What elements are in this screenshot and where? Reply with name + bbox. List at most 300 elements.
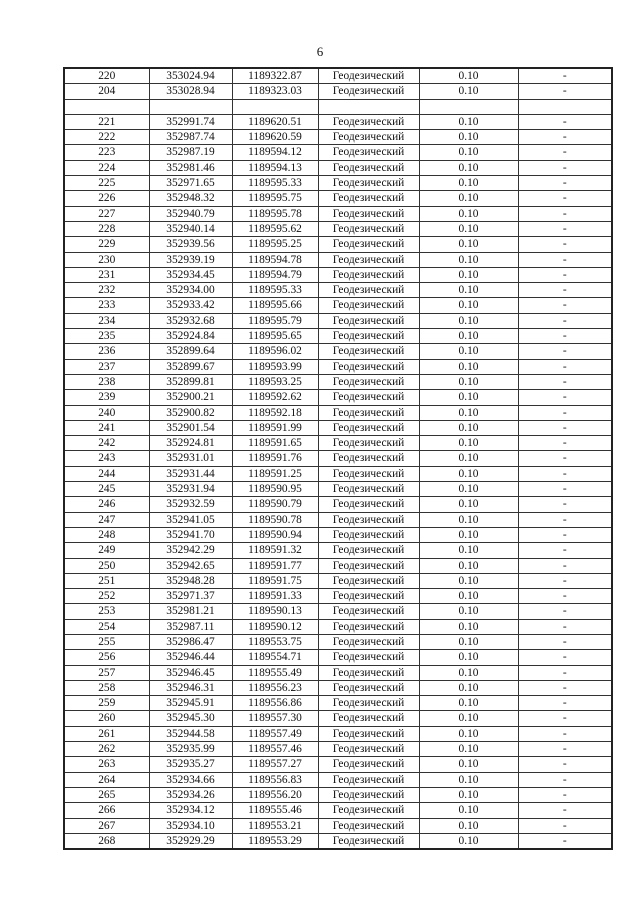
description-cell: - (518, 145, 612, 160)
y-coordinate-cell: 1189556.83 (232, 772, 318, 787)
description-cell: - (518, 298, 612, 313)
x-coordinate-cell: 352971.65 (149, 176, 232, 191)
table-row (64, 573, 612, 588)
method-cell: Геодезический (318, 206, 419, 221)
accuracy-cell: 0.10 (419, 84, 518, 99)
table-row (64, 145, 612, 160)
description-cell: - (518, 466, 612, 481)
x-coordinate-cell: 352924.81 (149, 436, 232, 451)
table-row (64, 114, 612, 129)
x-coordinate-cell: 352941.05 (149, 512, 232, 527)
description-cell: - (518, 405, 612, 420)
y-coordinate-cell: 1189590.12 (232, 619, 318, 634)
method-cell: Геодезический (318, 466, 419, 481)
x-coordinate-cell: 352924.84 (149, 329, 232, 344)
point-number-cell: 256 (64, 650, 149, 665)
y-coordinate-cell: 1189590.94 (232, 527, 318, 542)
point-number-cell: 266 (64, 803, 149, 818)
description-cell: - (518, 436, 612, 451)
x-coordinate-cell: 352934.12 (149, 803, 232, 818)
accuracy-cell: 0.10 (419, 344, 518, 359)
accuracy-cell: 0.10 (419, 711, 518, 726)
accuracy-cell: 0.10 (419, 114, 518, 129)
accuracy-cell: 0.10 (419, 145, 518, 160)
y-coordinate-cell: 1189595.33 (232, 176, 318, 191)
accuracy-cell: 0.10 (419, 221, 518, 236)
table-row (64, 451, 612, 466)
table-row (64, 130, 612, 145)
table-row (64, 742, 612, 757)
point-number-cell: 264 (64, 772, 149, 787)
point-number-cell: 229 (64, 237, 149, 252)
table-row (64, 818, 612, 833)
x-coordinate-cell: 352991.74 (149, 114, 232, 129)
y-coordinate-cell: 1189323.03 (232, 84, 318, 99)
description-cell: - (518, 482, 612, 497)
method-cell: Геодезический (318, 160, 419, 175)
y-coordinate-cell: 1189556.86 (232, 696, 318, 711)
y-coordinate-cell: 1189591.76 (232, 451, 318, 466)
description-cell: - (518, 726, 612, 741)
accuracy-cell: 0.10 (419, 298, 518, 313)
x-coordinate-cell: 352934.66 (149, 772, 232, 787)
table-row (64, 160, 612, 175)
point-number-cell: 257 (64, 665, 149, 680)
description-cell: - (518, 543, 612, 558)
description-cell: - (518, 206, 612, 221)
point-number-cell: 234 (64, 313, 149, 328)
point-number-cell: 254 (64, 619, 149, 634)
table-row (64, 512, 612, 527)
point-number-cell: 237 (64, 359, 149, 374)
point-number-cell: 233 (64, 298, 149, 313)
accuracy-cell: 0.10 (419, 497, 518, 512)
table-row (64, 252, 612, 267)
table-row (64, 191, 612, 206)
point-number-cell: 261 (64, 726, 149, 741)
y-coordinate-cell: 1189554.71 (232, 650, 318, 665)
point-number-cell: 249 (64, 543, 149, 558)
y-coordinate-cell: 1189591.25 (232, 466, 318, 481)
accuracy-cell: 0.10 (419, 512, 518, 527)
x-coordinate-cell: 352948.28 (149, 573, 232, 588)
y-coordinate-cell: 1189594.12 (232, 145, 318, 160)
table-row (64, 711, 612, 726)
method-cell: Геодезический (318, 68, 419, 84)
y-coordinate-cell: 1189591.65 (232, 436, 318, 451)
point-number-cell: 224 (64, 160, 149, 175)
table-row (64, 665, 612, 680)
method-cell: Геодезический (318, 527, 419, 542)
method-cell: Геодезический (318, 283, 419, 298)
method-cell: Геодезический (318, 696, 419, 711)
accuracy-cell: 0.10 (419, 267, 518, 282)
y-coordinate-cell: 1189620.51 (232, 114, 318, 129)
table-row (64, 604, 612, 619)
description-cell: - (518, 267, 612, 282)
accuracy-cell: 0.10 (419, 252, 518, 267)
table-row (64, 313, 612, 328)
y-coordinate-cell: 1189556.20 (232, 787, 318, 802)
y-coordinate-cell: 1189595.66 (232, 298, 318, 313)
accuracy-cell: 0.10 (419, 589, 518, 604)
table-row (64, 619, 612, 634)
x-coordinate-cell: 352934.10 (149, 818, 232, 833)
point-number-cell: 260 (64, 711, 149, 726)
x-coordinate-cell: 352899.67 (149, 359, 232, 374)
description-cell: - (518, 696, 612, 711)
description-cell: - (518, 634, 612, 649)
table-row (64, 772, 612, 787)
x-coordinate-cell: 352900.21 (149, 390, 232, 405)
description-cell: - (518, 176, 612, 191)
x-coordinate-cell: 352929.29 (149, 833, 232, 849)
accuracy-cell: 0.10 (419, 650, 518, 665)
y-coordinate-cell: 1189594.79 (232, 267, 318, 282)
description-cell: - (518, 512, 612, 527)
method-cell: Геодезический (318, 787, 419, 802)
table-row (64, 359, 612, 374)
method-cell: Геодезический (318, 650, 419, 665)
point-number-cell: 223 (64, 145, 149, 160)
y-coordinate-cell: 1189620.59 (232, 130, 318, 145)
point-number-cell: 228 (64, 221, 149, 236)
method-cell: Геодезический (318, 803, 419, 818)
accuracy-cell: 0.10 (419, 742, 518, 757)
accuracy-cell: 0.10 (419, 558, 518, 573)
table-row (64, 206, 612, 221)
x-coordinate-cell: 352942.65 (149, 558, 232, 573)
y-coordinate-cell: 1189557.27 (232, 757, 318, 772)
table-row (64, 757, 612, 772)
description-cell: - (518, 772, 612, 787)
description-cell: - (518, 114, 612, 129)
y-coordinate-cell: 1189595.25 (232, 237, 318, 252)
description-cell: - (518, 833, 612, 849)
point-number-cell: 232 (64, 283, 149, 298)
description-cell: - (518, 237, 612, 252)
accuracy-cell: 0.10 (419, 787, 518, 802)
point-number-cell: 255 (64, 634, 149, 649)
table-row (64, 803, 612, 818)
point-number-cell: 220 (64, 68, 149, 84)
point-number-cell: 250 (64, 558, 149, 573)
accuracy-cell: 0.10 (419, 420, 518, 435)
table-row (64, 221, 612, 236)
x-coordinate-cell: 352931.94 (149, 482, 232, 497)
point-number-cell: 258 (64, 680, 149, 695)
y-coordinate-cell: 1189553.21 (232, 818, 318, 833)
description-cell: - (518, 313, 612, 328)
point-number-cell: 263 (64, 757, 149, 772)
description-cell: - (518, 283, 612, 298)
y-coordinate-cell: 1189591.77 (232, 558, 318, 573)
table-row (64, 84, 612, 99)
method-cell: Геодезический (318, 558, 419, 573)
method-cell: Геодезический (318, 267, 419, 282)
method-cell: Геодезический (318, 512, 419, 527)
table-row (64, 420, 612, 435)
x-coordinate-cell: 352932.68 (149, 313, 232, 328)
page-number: 6 (316, 44, 324, 59)
point-number-cell: 235 (64, 329, 149, 344)
method-cell: Геодезический (318, 573, 419, 588)
accuracy-cell: 0.10 (419, 206, 518, 221)
x-coordinate-cell: 352932.59 (149, 497, 232, 512)
y-coordinate-cell: 1189596.02 (232, 344, 318, 359)
accuracy-cell: 0.10 (419, 696, 518, 711)
method-cell: Геодезический (318, 298, 419, 313)
method-cell: Геодезический (318, 176, 419, 191)
y-coordinate-cell: 1189557.49 (232, 726, 318, 741)
method-cell: Геодезический (318, 374, 419, 389)
x-coordinate-cell: 352981.21 (149, 604, 232, 619)
x-coordinate-cell: 352946.44 (149, 650, 232, 665)
x-coordinate-cell: 352940.14 (149, 221, 232, 236)
method-cell: Геодезический (318, 726, 419, 741)
accuracy-cell: 0.10 (419, 619, 518, 634)
y-coordinate-cell: 1189595.62 (232, 221, 318, 236)
x-coordinate-cell: 352987.11 (149, 619, 232, 634)
accuracy-cell: 0.10 (419, 374, 518, 389)
description-cell: - (518, 420, 612, 435)
x-coordinate-cell (149, 99, 232, 114)
point-number-cell: 221 (64, 114, 149, 129)
description-cell: - (518, 390, 612, 405)
x-coordinate-cell: 352939.19 (149, 252, 232, 267)
accuracy-cell: 0.10 (419, 451, 518, 466)
table-row (64, 527, 612, 542)
x-coordinate-cell: 353024.94 (149, 68, 232, 84)
accuracy-cell: 0.10 (419, 527, 518, 542)
table-row (64, 298, 612, 313)
table-row (64, 787, 612, 802)
y-coordinate-cell: 1189591.32 (232, 543, 318, 558)
description-cell: - (518, 451, 612, 466)
x-coordinate-cell: 352987.74 (149, 130, 232, 145)
accuracy-cell: 0.10 (419, 833, 518, 849)
x-coordinate-cell: 352935.27 (149, 757, 232, 772)
x-coordinate-cell: 352941.70 (149, 527, 232, 542)
point-number-cell: 239 (64, 390, 149, 405)
coordinates-table (63, 67, 613, 850)
method-cell: Геодезический (318, 680, 419, 695)
table-row (64, 833, 612, 849)
method-cell: Геодезический (318, 221, 419, 236)
description-cell: - (518, 344, 612, 359)
description-cell: - (518, 191, 612, 206)
method-cell: Геодезический (318, 84, 419, 99)
point-number-cell: 244 (64, 466, 149, 481)
description-cell: - (518, 650, 612, 665)
x-coordinate-cell: 352945.91 (149, 696, 232, 711)
y-coordinate-cell: 1189595.78 (232, 206, 318, 221)
point-number-cell: 238 (64, 374, 149, 389)
description-cell: - (518, 68, 612, 84)
point-number-cell: 222 (64, 130, 149, 145)
accuracy-cell: 0.10 (419, 803, 518, 818)
x-coordinate-cell: 352939.56 (149, 237, 232, 252)
y-coordinate-cell: 1189590.13 (232, 604, 318, 619)
x-coordinate-cell: 352934.00 (149, 283, 232, 298)
method-cell: Геодезический (318, 237, 419, 252)
description-cell: - (518, 803, 612, 818)
accuracy-cell: 0.10 (419, 176, 518, 191)
y-coordinate-cell: 1189553.75 (232, 634, 318, 649)
point-number-cell: 241 (64, 420, 149, 435)
x-coordinate-cell: 352948.32 (149, 191, 232, 206)
point-number-cell: 247 (64, 512, 149, 527)
table-row (64, 405, 612, 420)
description-cell: - (518, 221, 612, 236)
method-cell: Геодезический (318, 665, 419, 680)
x-coordinate-cell: 352981.46 (149, 160, 232, 175)
accuracy-cell: 0.10 (419, 390, 518, 405)
x-coordinate-cell: 352971.37 (149, 589, 232, 604)
y-coordinate-cell: 1189557.30 (232, 711, 318, 726)
accuracy-cell: 0.10 (419, 68, 518, 84)
x-coordinate-cell: 352942.29 (149, 543, 232, 558)
accuracy-cell: 0.10 (419, 313, 518, 328)
x-coordinate-cell: 352935.99 (149, 742, 232, 757)
x-coordinate-cell: 352940.79 (149, 206, 232, 221)
method-cell: Геодезический (318, 757, 419, 772)
description-cell: - (518, 818, 612, 833)
point-number-cell: 248 (64, 527, 149, 542)
point-number-cell: 262 (64, 742, 149, 757)
method-cell: Геодезический (318, 543, 419, 558)
y-coordinate-cell: 1189592.62 (232, 390, 318, 405)
y-coordinate-cell: 1189590.79 (232, 497, 318, 512)
accuracy-cell: 0.10 (419, 283, 518, 298)
description-cell: - (518, 589, 612, 604)
point-number-cell: 253 (64, 604, 149, 619)
accuracy-cell: 0.10 (419, 772, 518, 787)
method-cell: Геодезический (318, 390, 419, 405)
y-coordinate-cell: 1189595.65 (232, 329, 318, 344)
method-cell: Геодезический (318, 742, 419, 757)
description-cell: - (518, 787, 612, 802)
description-cell: - (518, 573, 612, 588)
description-cell: - (518, 742, 612, 757)
accuracy-cell: 0.10 (419, 466, 518, 481)
accuracy-cell: 0.10 (419, 543, 518, 558)
method-cell: Геодезический (318, 833, 419, 849)
x-coordinate-cell: 352899.64 (149, 344, 232, 359)
description-cell: - (518, 497, 612, 512)
description-cell: - (518, 604, 612, 619)
accuracy-cell: 0.10 (419, 359, 518, 374)
method-cell: Геодезический (318, 711, 419, 726)
description-cell: - (518, 558, 612, 573)
table-row (64, 650, 612, 665)
description-cell: - (518, 130, 612, 145)
point-number-cell: 230 (64, 252, 149, 267)
accuracy-cell: 0.10 (419, 573, 518, 588)
description-cell: - (518, 619, 612, 634)
method-cell: Геодезический (318, 313, 419, 328)
point-number-cell: 243 (64, 451, 149, 466)
method-cell: Геодезический (318, 436, 419, 451)
accuracy-cell (419, 99, 518, 114)
x-coordinate-cell: 352934.26 (149, 787, 232, 802)
accuracy-cell: 0.10 (419, 237, 518, 252)
accuracy-cell: 0.10 (419, 482, 518, 497)
table-row (64, 374, 612, 389)
coordinates-table-body (64, 68, 612, 849)
x-coordinate-cell: 352901.54 (149, 420, 232, 435)
table-row (64, 497, 612, 512)
description-cell: - (518, 711, 612, 726)
table-row (64, 237, 612, 252)
method-cell: Геодезический (318, 191, 419, 206)
accuracy-cell: 0.10 (419, 160, 518, 175)
method-cell: Геодезический (318, 252, 419, 267)
point-number-cell: 245 (64, 482, 149, 497)
method-cell (318, 99, 419, 114)
x-coordinate-cell: 352931.01 (149, 451, 232, 466)
method-cell: Геодезический (318, 619, 419, 634)
table-row (64, 176, 612, 191)
y-coordinate-cell: 1189594.13 (232, 160, 318, 175)
method-cell: Геодезический (318, 818, 419, 833)
description-cell: - (518, 329, 612, 344)
y-coordinate-cell: 1189592.18 (232, 405, 318, 420)
method-cell: Геодезический (318, 114, 419, 129)
accuracy-cell: 0.10 (419, 604, 518, 619)
x-coordinate-cell: 352899.81 (149, 374, 232, 389)
accuracy-cell: 0.10 (419, 680, 518, 695)
method-cell: Геодезический (318, 405, 419, 420)
description-cell: - (518, 160, 612, 175)
x-coordinate-cell: 352946.31 (149, 680, 232, 695)
method-cell: Геодезический (318, 482, 419, 497)
table-row (64, 466, 612, 481)
point-number-cell: 236 (64, 344, 149, 359)
y-coordinate-cell: 1189322.87 (232, 68, 318, 84)
table-row (64, 482, 612, 497)
y-coordinate-cell: 1189594.78 (232, 252, 318, 267)
table-row (64, 267, 612, 282)
x-coordinate-cell: 352933.42 (149, 298, 232, 313)
accuracy-cell: 0.10 (419, 665, 518, 680)
point-number-cell (64, 99, 149, 114)
point-number-cell: 242 (64, 436, 149, 451)
accuracy-cell: 0.10 (419, 130, 518, 145)
x-coordinate-cell: 352900.82 (149, 405, 232, 420)
point-number-cell: 267 (64, 818, 149, 833)
point-number-cell: 268 (64, 833, 149, 849)
table-row (64, 344, 612, 359)
method-cell: Геодезический (318, 589, 419, 604)
x-coordinate-cell: 352934.45 (149, 267, 232, 282)
table-row (64, 436, 612, 451)
table-row (64, 589, 612, 604)
description-cell: - (518, 374, 612, 389)
description-cell: - (518, 252, 612, 267)
point-number-cell: 231 (64, 267, 149, 282)
point-number-cell: 225 (64, 176, 149, 191)
y-coordinate-cell: 1189591.33 (232, 589, 318, 604)
accuracy-cell: 0.10 (419, 818, 518, 833)
y-coordinate-cell (232, 99, 318, 114)
y-coordinate-cell: 1189595.79 (232, 313, 318, 328)
table-row (64, 68, 612, 84)
accuracy-cell: 0.10 (419, 405, 518, 420)
y-coordinate-cell: 1189591.99 (232, 420, 318, 435)
method-cell: Геодезический (318, 420, 419, 435)
point-number-cell: 251 (64, 573, 149, 588)
